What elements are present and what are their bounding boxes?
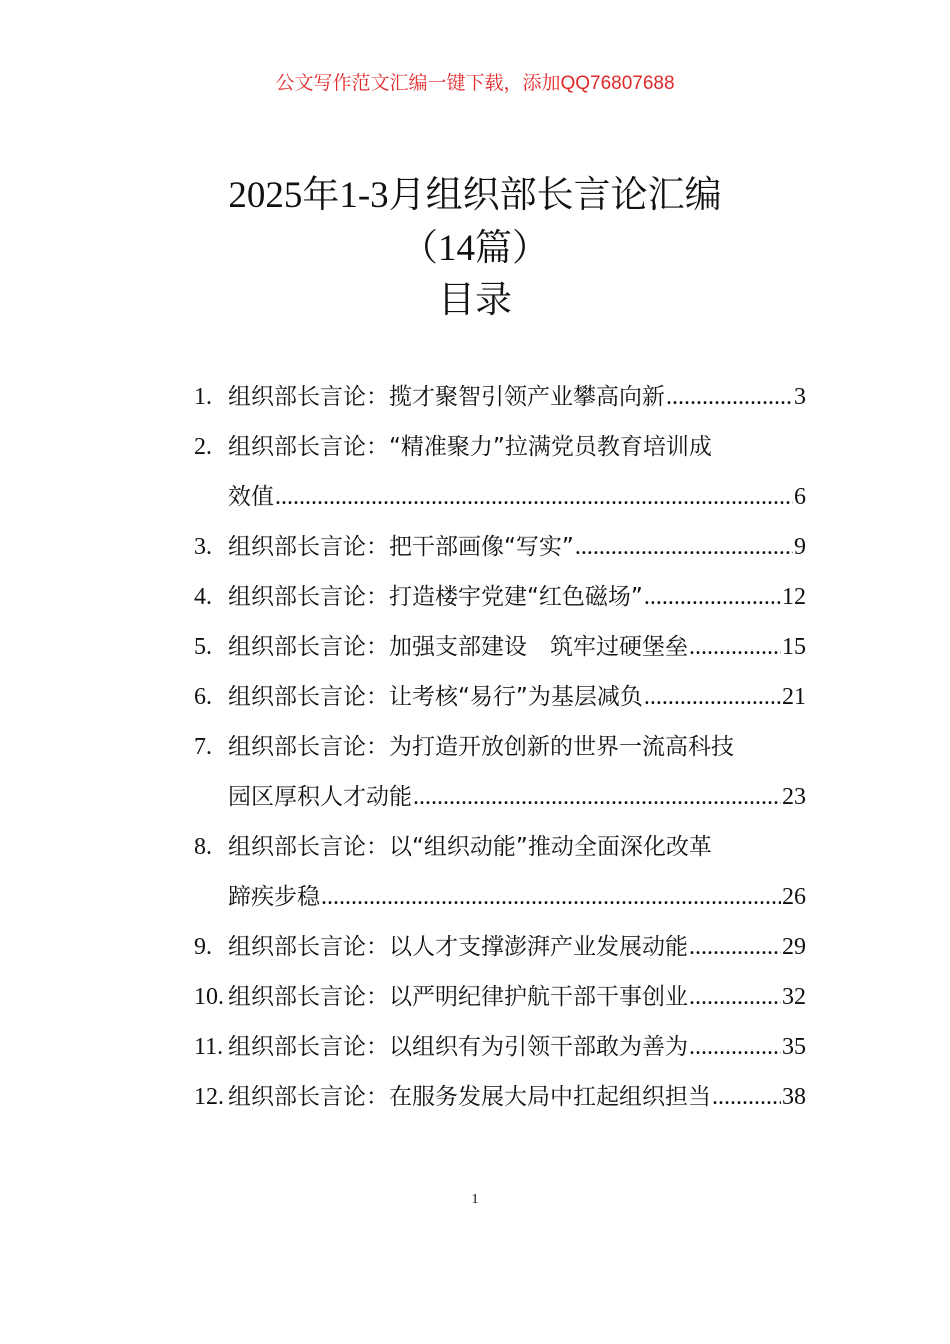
toc-entry-title: 组织部长言论：以“组织动能”推动全面深化改革 [228, 834, 712, 860]
toc-entry-title: 组织部长言论：以组织有为引领干部敢为善为 [228, 1034, 688, 1060]
dot-leader [689, 1022, 781, 1072]
toc-entry-number: 3. [194, 534, 212, 560]
toc-entry-number: 1. [194, 384, 212, 410]
document-subtitle: （14篇） [401, 228, 549, 269]
page-number: 1 [471, 1192, 479, 1207]
toc-entry[interactable] [194, 822, 806, 922]
dot-leader [275, 472, 793, 522]
dot-leader [712, 1072, 781, 1122]
dot-leader [575, 522, 793, 572]
toc-entry[interactable] [194, 1022, 806, 1072]
toc-entry-page: 3 [794, 384, 806, 410]
toc-entry-page: 9 [794, 534, 806, 560]
toc-entry-title: 组织部长言论：把干部画像“写实” [228, 534, 574, 560]
toc-entry-title: 园区厚积人才动能 [228, 784, 412, 810]
toc-entry-page: 15 [782, 634, 806, 660]
toc-entry-number: 2. [194, 434, 212, 460]
toc-entry-number: 12. [194, 1084, 224, 1110]
dot-leader [666, 372, 793, 422]
toc-entry-title: 组织部长言论：在服务发展大局中扛起组织担当 [228, 1084, 711, 1110]
toc-entry[interactable] [194, 572, 806, 622]
toc-entry-title: 组织部长言论：以严明纪律护航干部干事创业 [228, 984, 688, 1010]
toc-entry[interactable] [194, 422, 806, 522]
toc-entry[interactable] [194, 622, 806, 672]
toc-entry-number: 6. [194, 684, 212, 710]
toc-entry-number: 10. [194, 984, 224, 1010]
toc-entry[interactable] [194, 372, 806, 422]
promo-header-note: 公文写作范文汇编一键下载，添加QQ76807688 [275, 73, 675, 94]
toc-entry-page: 6 [794, 484, 806, 510]
toc-entry[interactable] [194, 922, 806, 972]
toc-entry-page: 32 [782, 984, 806, 1010]
toc-entry-number: 5. [194, 634, 212, 660]
toc-heading: 目录 [438, 278, 512, 321]
toc-entry-page: 26 [782, 884, 806, 910]
toc-entry-title: 组织部长言论：“精准聚力”拉满党员教育培训成 [228, 434, 712, 460]
toc-entry-number: 7. [194, 734, 212, 760]
toc-entry-title: 效值 [228, 484, 274, 510]
toc-entry-title: 组织部长言论：以人才支撑澎湃产业发展动能 [228, 934, 688, 960]
toc-entry[interactable] [194, 722, 806, 822]
toc-entry-page: 29 [782, 934, 806, 960]
toc-entry[interactable] [194, 522, 806, 572]
dot-leader [644, 572, 781, 622]
toc-entry[interactable] [194, 1072, 806, 1122]
table-of-contents [194, 372, 806, 1122]
toc-entry-page: 23 [782, 784, 806, 810]
toc-entry-page: 38 [782, 1084, 806, 1110]
toc-entry[interactable] [194, 672, 806, 722]
toc-entry-number: 11. [194, 1034, 224, 1060]
document-title: 2025年1-3月组织部长言论汇编 [228, 175, 722, 216]
toc-entry-title: 组织部长言论：为打造开放创新的世界一流高科技 [228, 734, 734, 760]
toc-entry-page: 35 [782, 1034, 806, 1060]
dot-leader [689, 622, 781, 672]
dot-leader [644, 672, 781, 722]
toc-entry-number: 8. [194, 834, 212, 860]
toc-entry-title: 组织部长言论：揽才聚智引领产业攀高向新 [228, 384, 665, 410]
dot-leader [321, 872, 781, 922]
dot-leader [689, 972, 781, 1022]
dot-leader [413, 772, 781, 822]
toc-entry-title: 组织部长言论：让考核“易行”为基层减负 [228, 684, 643, 710]
dot-leader [689, 922, 781, 972]
title-block [0, 168, 950, 326]
toc-entry-page: 21 [782, 684, 806, 710]
toc-entry-title: 组织部长言论：打造楼宇党建“红色磁场” [228, 584, 643, 610]
toc-entry-number: 4. [194, 584, 212, 610]
toc-entry[interactable] [194, 972, 806, 1022]
toc-entry-page: 12 [782, 584, 806, 610]
toc-entry-title: 组织部长言论：加强支部建设 筑牢过硬堡垒 [228, 634, 688, 660]
toc-entry-number: 9. [194, 934, 212, 960]
toc-entry-title: 蹄疾步稳 [228, 884, 320, 910]
